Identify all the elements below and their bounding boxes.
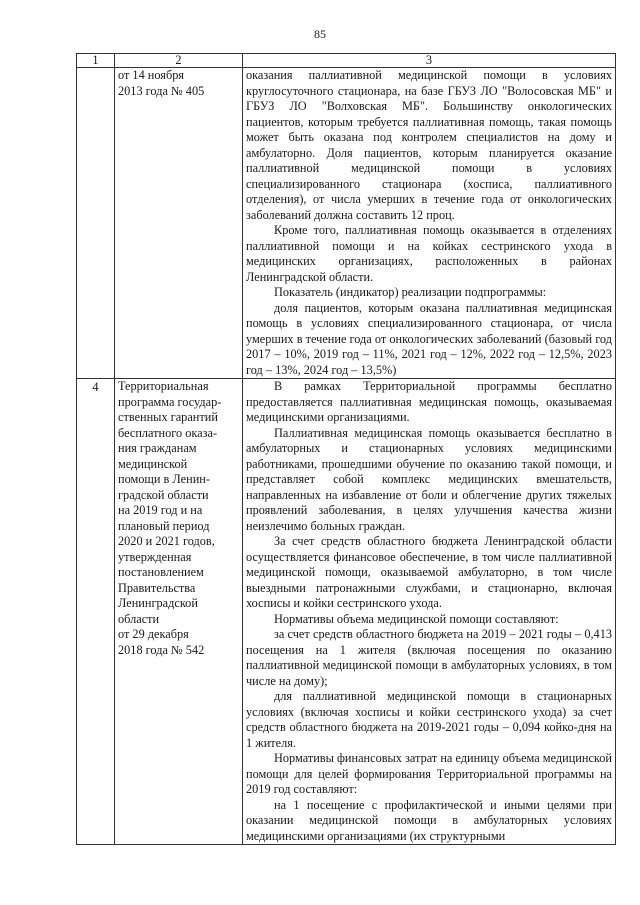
document-name-line: от 29 декабря bbox=[118, 627, 189, 641]
document-name-line: медицинской bbox=[118, 456, 188, 471]
document-name-line: области bbox=[118, 611, 160, 626]
document-name-line: утвержденная bbox=[118, 549, 192, 564]
paragraph: Паллиативная медицинская помощь оказывается бесплатно в амбулаторных и стационарных условиях медицинскими работниками, прошедшими обучение по оказанию такой помощи, и представляет собой комплекс медицинских вмешательств, направленных на избавление от боли и облегчение других тяжелых проявлений заболевания, в целях улучшения качества жизни неизлечимо больных граждан. bbox=[246, 425, 612, 533]
document-name-line: помощи в Ленин- bbox=[118, 472, 210, 486]
header-cell-1: 1 bbox=[77, 54, 115, 68]
paragraph: За счет средств областного бюджета Ленинградской области осуществляется финансовое обеспечение, в том числе паллиативной медицинской помощи, оказываемой амбулаторно, в том числе выездными патронажными службами, и стационарно, включая хосписы и койки сестринского ухода. bbox=[246, 534, 612, 610]
document-name-cell bbox=[115, 68, 243, 379]
document-name-line: 2013 года № 405 bbox=[118, 83, 205, 98]
row-number: 4 bbox=[77, 379, 115, 845]
document-name-line: Территориальная bbox=[118, 379, 209, 393]
document-name-line: 2018 года № 542 bbox=[118, 642, 205, 657]
paragraph: Нормативы объема медицинской помощи составляют: bbox=[274, 611, 559, 626]
table-row bbox=[77, 68, 616, 379]
paragraph: доля пациентов, которым оказана паллиативная медицинская помощь в условиях специализированного стационара, от числа умерших в течение года от онкологических заболеваний (базовый год 2017 – 10%, 2019 год – 11%, 2021 год – 12%, 2022 год – 12,5%, 2023 год – 13%, 2024 год – 13,5%) bbox=[246, 300, 612, 377]
document-name-line: Ленинградской bbox=[118, 596, 198, 610]
description-cell bbox=[243, 68, 616, 379]
document-name-line: бесплатного оказа- bbox=[118, 425, 218, 440]
document-name-line: ственных гарантий bbox=[118, 410, 218, 424]
paragraph: Показатель (индикатор) реализации подпрограммы: bbox=[274, 285, 547, 299]
document-name-cell bbox=[115, 379, 243, 845]
document-name-line: постановлением bbox=[118, 565, 204, 579]
document-name-line: от 14 ноября bbox=[118, 68, 185, 82]
description-cell bbox=[243, 379, 616, 845]
header-cell-3: 3 bbox=[243, 54, 616, 68]
document-name-line: программа государ- bbox=[118, 394, 222, 409]
paragraph: оказания паллиативной медицинской помощи в условиях круглосуточного стационара, на базе ГБУЗ ЛО "Волосовская МБ" и ГБУЗ ЛО "Волховская МБ". Большинству онкологических пациентов, которым требуется паллиативная помощь, такая помощь может быть оказана под контролем специалистов на дому и амбулаторно. Доля пациентов, которым планируется оказание паллиативной медицинской помощи в условиях специализированного стационара (хосписа, паллиативного отделения), от числа умерших в течение года от онкологических заболеваний должна составить 12 проц. bbox=[246, 68, 612, 222]
paragraph: на 1 посещение с профилактической и иными целями при оказании медицинской помощи в амбулаторных условиях медицинскими организациями (их структурными bbox=[246, 797, 612, 843]
page-number: 85 bbox=[314, 27, 326, 41]
paragraph: Нормативы финансовых затрат на единицу объема медицинской помощи для целей формирования Территориальной программы на 2019 год составляют: bbox=[246, 751, 612, 796]
table-row bbox=[77, 379, 616, 845]
paragraph: для паллиативной медицинской помощи в стационарных условиях (включая хосписы и койки сестринского ухода) за счет средств областного бюджета на 2019-2021 годы – 0,094 койко-дня на 1 жителя. bbox=[246, 689, 612, 750]
paragraph: Кроме того, паллиативная помощь оказывается в отделениях паллиативной помощи и на койках сестринского ухода в медицинских организациях, расположенных в районах Ленинградской области. bbox=[246, 223, 612, 284]
document-name-line: ния гражданам bbox=[118, 441, 197, 455]
document-name-line: 2020 и 2021 годов, bbox=[118, 534, 215, 548]
program-table bbox=[76, 53, 616, 845]
paragraph: за счет средств областного бюджета на 2019 – 2021 годы – 0,413 посещения на 1 жителя (включая посещения по оказанию паллиативной медицинской помощи в амбулаторных условиях, в том числе на дому); bbox=[246, 627, 612, 688]
document-name-line: градской области bbox=[118, 487, 209, 502]
header-cell-2: 2 bbox=[115, 54, 243, 68]
document-name-line: плановый период bbox=[118, 518, 210, 533]
table-header-row bbox=[77, 54, 616, 68]
document-name-line: на 2019 год и на bbox=[118, 503, 203, 517]
paragraph: В рамках Территориальной программы бесплатно предоставляется паллиативная медицинская помощь, оказываемая медицинскими организациями. bbox=[246, 379, 612, 424]
document-name-line: Правительства bbox=[118, 580, 196, 595]
row-number bbox=[77, 68, 115, 379]
